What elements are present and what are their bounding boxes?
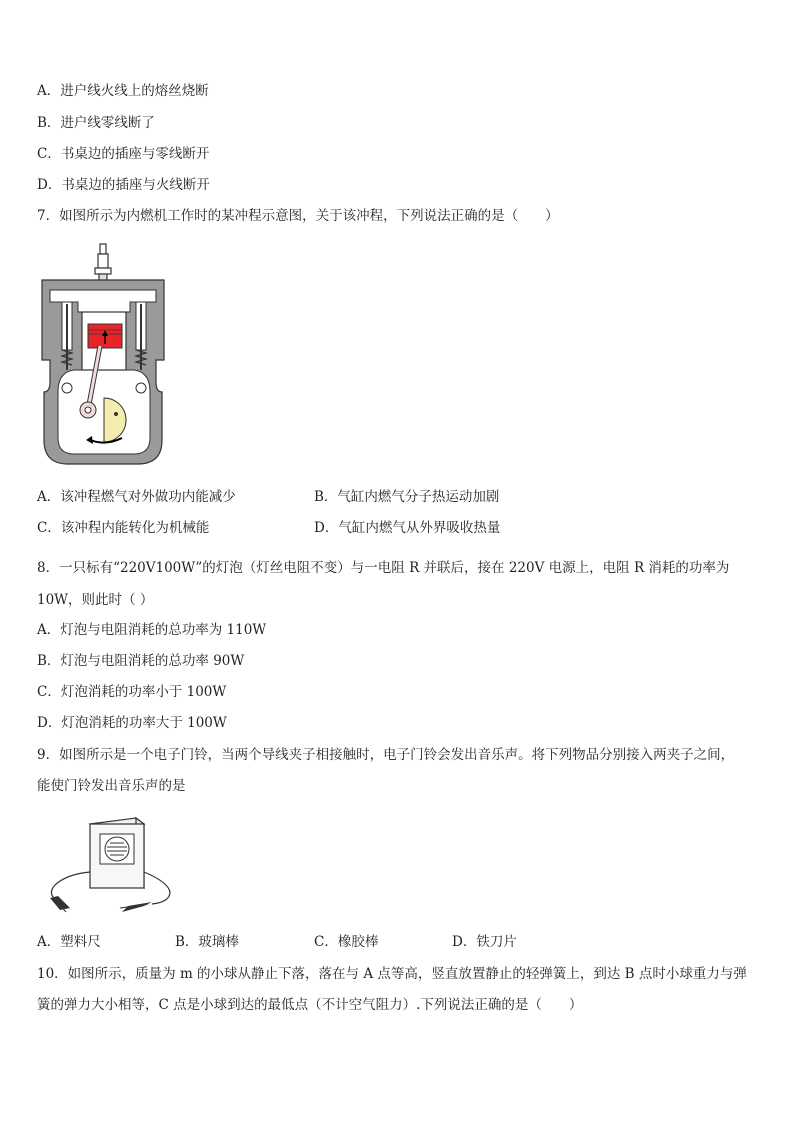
q8-option-c: C．灯泡消耗的功率小于 100W bbox=[37, 684, 227, 700]
doorbell-diagram bbox=[40, 812, 180, 918]
q8-option-d: D．灯泡消耗的功率大于 100W bbox=[37, 715, 227, 731]
q6-option-b: B．进户线零线断了 bbox=[37, 115, 155, 131]
q7-option-a: A．该冲程燃气对外做功内能减少 bbox=[37, 489, 236, 505]
q7-stem: 7．如图所示为内燃机工作时的某冲程示意图，关于该冲程，下列说法正确的是（ ） bbox=[37, 208, 559, 224]
q7-option-c: C．该冲程内能转化为机械能 bbox=[37, 520, 210, 536]
engine-diagram bbox=[38, 242, 170, 468]
q8-stem-line2: 10W，则此时（ ） bbox=[37, 592, 154, 608]
q6-option-a: A．进户线火线上的熔丝烧断 bbox=[37, 83, 209, 99]
q9-option-d: D．铁刀片 bbox=[452, 934, 517, 950]
q10-stem-line2: 簧的弹力大小相等，C 点是小球到达的最低点（不计空气阻力）.下列说法正确的是（ ） bbox=[37, 997, 583, 1013]
q10-stem-line1: 10．如图所示，质量为 m 的小球从静止下落，落在与 A 点等高，竖直放置静止的轻弹簧上，到达 B 点时小球重力与弹 bbox=[37, 966, 747, 982]
q9-option-b: B．玻璃棒 bbox=[175, 934, 239, 950]
q8-option-a: A．灯泡与电阻消耗的总功率为 110W bbox=[37, 622, 267, 638]
q7-option-d: D．气缸内燃气从外界吸收热量 bbox=[314, 520, 501, 536]
q6-option-d: D．书桌边的插座与火线断开 bbox=[37, 177, 210, 193]
q9-stem-line1: 9．如图所示是一个电子门铃，当两个导线夹子相接触时，电子门铃会发出音乐声。将下列物品分别接入两夹子之间， bbox=[37, 747, 735, 763]
q9-option-a: A．塑料尺 bbox=[37, 934, 101, 950]
q9-stem-line2: 能使门铃发出音乐声的是 bbox=[37, 778, 186, 794]
q6-option-c: C．书桌边的插座与零线断开 bbox=[37, 146, 210, 162]
q8-option-b: B．灯泡与电阻消耗的总功率 90W bbox=[37, 653, 245, 669]
q9-option-c: C．橡胶棒 bbox=[314, 934, 379, 950]
q7-option-b: B．气缸内燃气分子热运动加剧 bbox=[314, 489, 500, 505]
q8-stem-line1: 8．一只标有“220V100W”的灯泡（灯丝电阻不变）与一电阻 R 并联后，接在 220V 电源上，电阻 R 消耗的功率为 bbox=[37, 560, 730, 576]
